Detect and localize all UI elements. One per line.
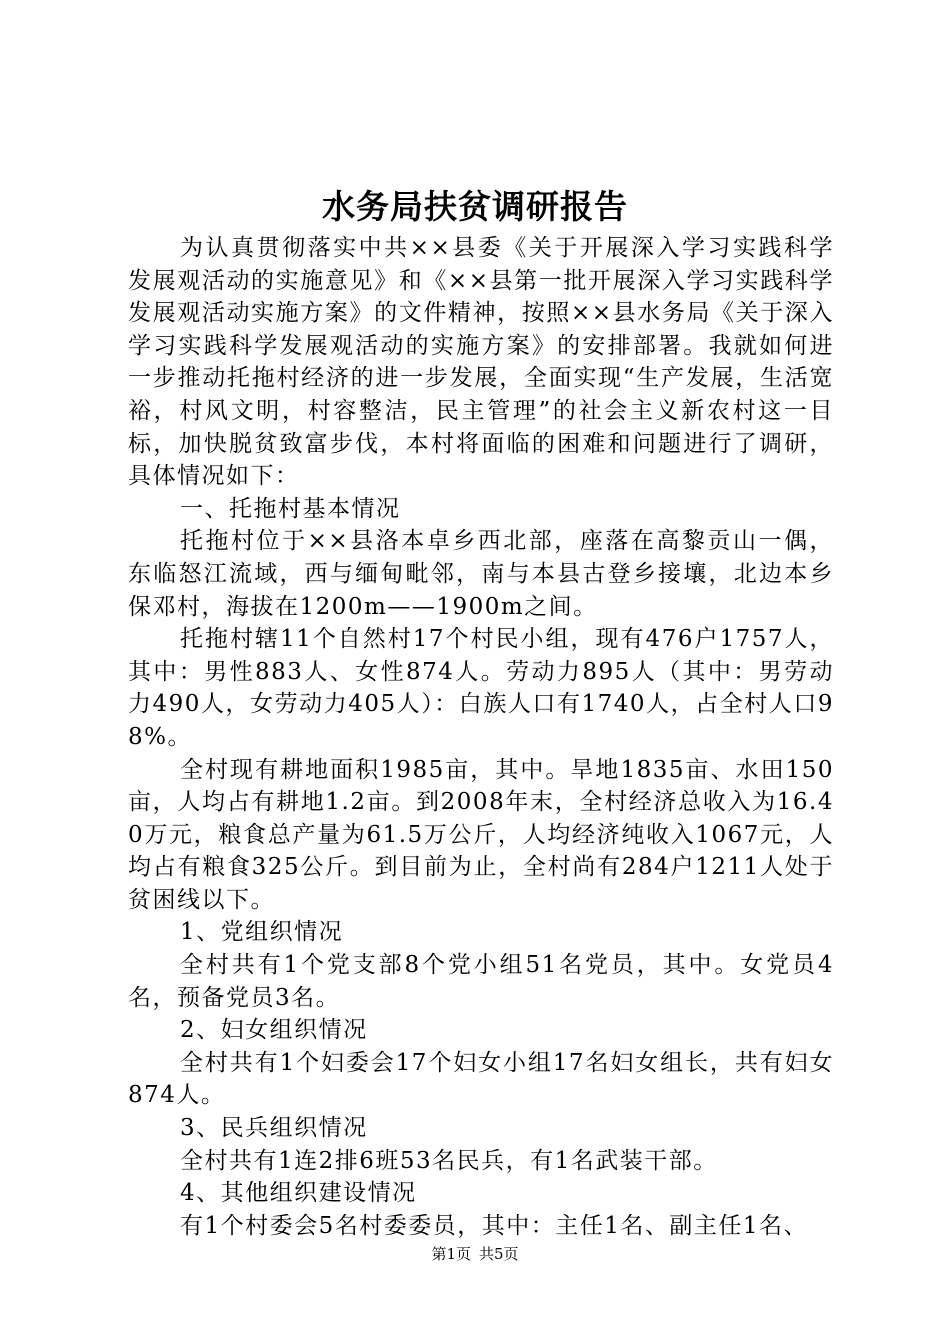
page-number: 第1页 xyxy=(431,1245,471,1263)
party-paragraph: 全村共有1个党支部8个党小组51名党员，其中。女党员4名，预备党员3名。 xyxy=(128,952,834,1011)
document-body xyxy=(128,232,834,1242)
subsection-heading-militia: 3、民兵组织情况 xyxy=(180,1115,368,1142)
intro-paragraph: 为认真贯彻落实中共××县委《关于开展深入学习实践科学发展观活动的实施意见》和《××县第一批开展深入学习实践科学发展观活动实施方案》的文件精神，按照××县水务局《关于深入学习实践科学发展观活动的实施方案》的安排部署。我就如何进一步推动托拖村经济的进一步发展，全面实现“生产发展，生活宽裕，村风文明，村容整洁，民主管理”的社会主义新农村这一目标，加快脱贫致富步伐，本村将面临的困难和问题进行了调研，具体情况如下： xyxy=(128,235,834,490)
militia-paragraph: 全村共有1连2排6班53名民兵，有1名武装干部。 xyxy=(180,1147,718,1174)
page-footer xyxy=(0,1242,950,1266)
women-paragraph: 全村共有1个妇委会17个妇女小组17名妇女组长，共有妇女874人。 xyxy=(128,1049,834,1109)
section-heading-basic-info: 一、托拖村基本情况 xyxy=(180,495,401,522)
document-title: 水务局扶贫调研报告 xyxy=(322,187,628,226)
subsection-heading-women: 2、妇女组织情况 xyxy=(180,1017,368,1044)
page-total: 共5页 xyxy=(479,1245,519,1263)
subsection-heading-other: 4、其他组织建设情况 xyxy=(180,1180,417,1207)
other-paragraph: 有1个村委会5名村委委员，其中：主任1名、副主任1名、 xyxy=(180,1212,809,1239)
population-paragraph: 托拖村辖11个自然村17个村民小组，现有476户1757人，其中：男性883人、女性874人。劳动力895人（其中：男劳动力490人，女劳动力405人）：白族人口有1740人，占全村人口98%。 xyxy=(128,626,834,750)
location-paragraph: 托拖村位于××县洛本卓乡西北部，座落在高黎贡山一偶，东临怒江流域，西与缅甸毗邻，南与本县古登乡接壤，北边本乡保邓村，海拔在1200m——1900m之间。 xyxy=(128,528,834,620)
economy-paragraph: 全村现有耕地面积1985亩，其中。旱地1835亩、水田150亩，人均占有耕地1.2亩。到2008年末，全村经济总收入为16.40万元，粮食总产量为61.5万公斤，人均经济纯收入1067元，人均占有粮食325公斤。到目前为止，全村尚有284户1211人处于贫困线以下。 xyxy=(128,756,834,913)
subsection-heading-party: 1、党组织情况 xyxy=(180,919,344,946)
